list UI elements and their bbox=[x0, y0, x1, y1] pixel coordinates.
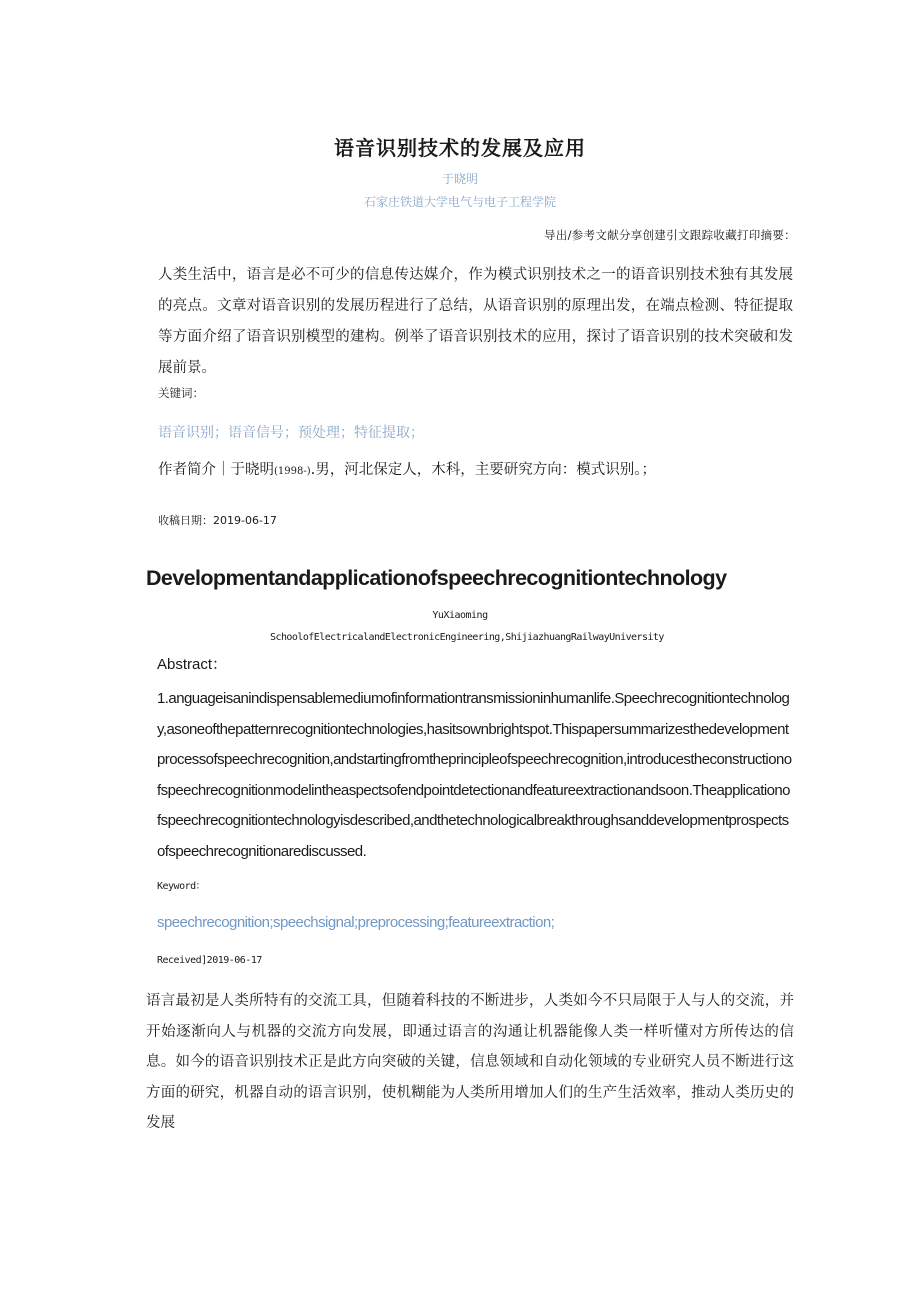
english-author: YuXiaoming bbox=[432, 610, 488, 621]
chinese-title: 语音识别技术的发展及应用 bbox=[334, 136, 586, 160]
chinese-keywords[interactable]: 语音识别；语音信号；预处理；特征提取； bbox=[158, 425, 424, 441]
english-keywords[interactable]: speechrecognition;speechsignal;preprocessing;featureextraction; bbox=[157, 914, 555, 931]
author-info-prefix: 作者简介｜于晓明 bbox=[158, 462, 274, 478]
article-tools-line[interactable]: 导出/参考文献分享创建引文跟踪收藏打印摘要： bbox=[544, 228, 796, 242]
english-keyword-label: Keyword： bbox=[157, 881, 206, 892]
english-affiliation: SchoolofElectricalandElectronicEngineering,ShijiazhuangRailwayUniversity bbox=[270, 632, 664, 643]
author-info-year: (1998-) bbox=[274, 466, 311, 477]
english-abstract: 1.anguageisanindispensablemediumofinformationtransmissioninhumanlife.Speechrecognitiontechnology,asoneofthepatternrecognitiontechnologies,hasitsownbrightspot.Thispapersummarizesthedevelopmentprocessofspeechrecognition,andstartingfromtheprincipleofspeechrecognition,introducestheconstructionofspeechrecognitionmodelintheaspectsofendpointdetectionandfeatureextractionandsoon.Theapplicationofspeechrecognitiontechnologyisdescribed,andthetechnologicalbreakthroughsanddevelopmentprospectsofspeechrecognitionarediscussed. bbox=[157, 690, 792, 860]
body-paragraph: 语言最初是人类所特有的交流工具，但随着科技的不断进步，人类如今不只局限于人与人的交流，并开始逐渐向人与机器的交流方向发展，即通过语言的沟通让机器能像人类一样听懂对方所传达的信息。如今的语音识别技术正是此方向突破的关键，信息领域和自动化领域的专业研究人员不断进行这方面的研究，机器自动的语言识别，使机糊能为人类所用增加人们的生产生活效率，推动人类历史的发展 bbox=[146, 993, 794, 1131]
english-abstract-label: Abstract： bbox=[157, 656, 228, 673]
chinese-received-date: 收稿日期：2019-06-17 bbox=[158, 514, 277, 527]
chinese-keywords-label: 关键词： bbox=[158, 386, 204, 400]
english-received-date: Received]2019-06-17 bbox=[157, 955, 262, 966]
author-info-suffix: .男，河北保定人，木科，主要研究方向：模式识别。； bbox=[310, 462, 656, 478]
chinese-abstract: 人类生活中，语言是必不可少的信息传达媒介，作为模式识别技术之一的语音识别技术独有其发展的亮点。文章对语音识别的发展历程进行了总结，从语音识别的原理出发，在端点检测、特征提取等方面介绍了语音识别模型的建构。例举了语音识别技术的应用，探讨了语音识别的技术突破和发展前景。 bbox=[158, 267, 793, 376]
english-title: Developmentandapplicationofspeechrecognitiontechnology bbox=[146, 566, 727, 590]
chinese-author-info bbox=[158, 458, 656, 479]
chinese-affiliation-link[interactable]: 石家庄铁道大学电气与电子工程学院 bbox=[363, 195, 556, 209]
chinese-author-link[interactable]: 于晓明 bbox=[441, 172, 478, 186]
